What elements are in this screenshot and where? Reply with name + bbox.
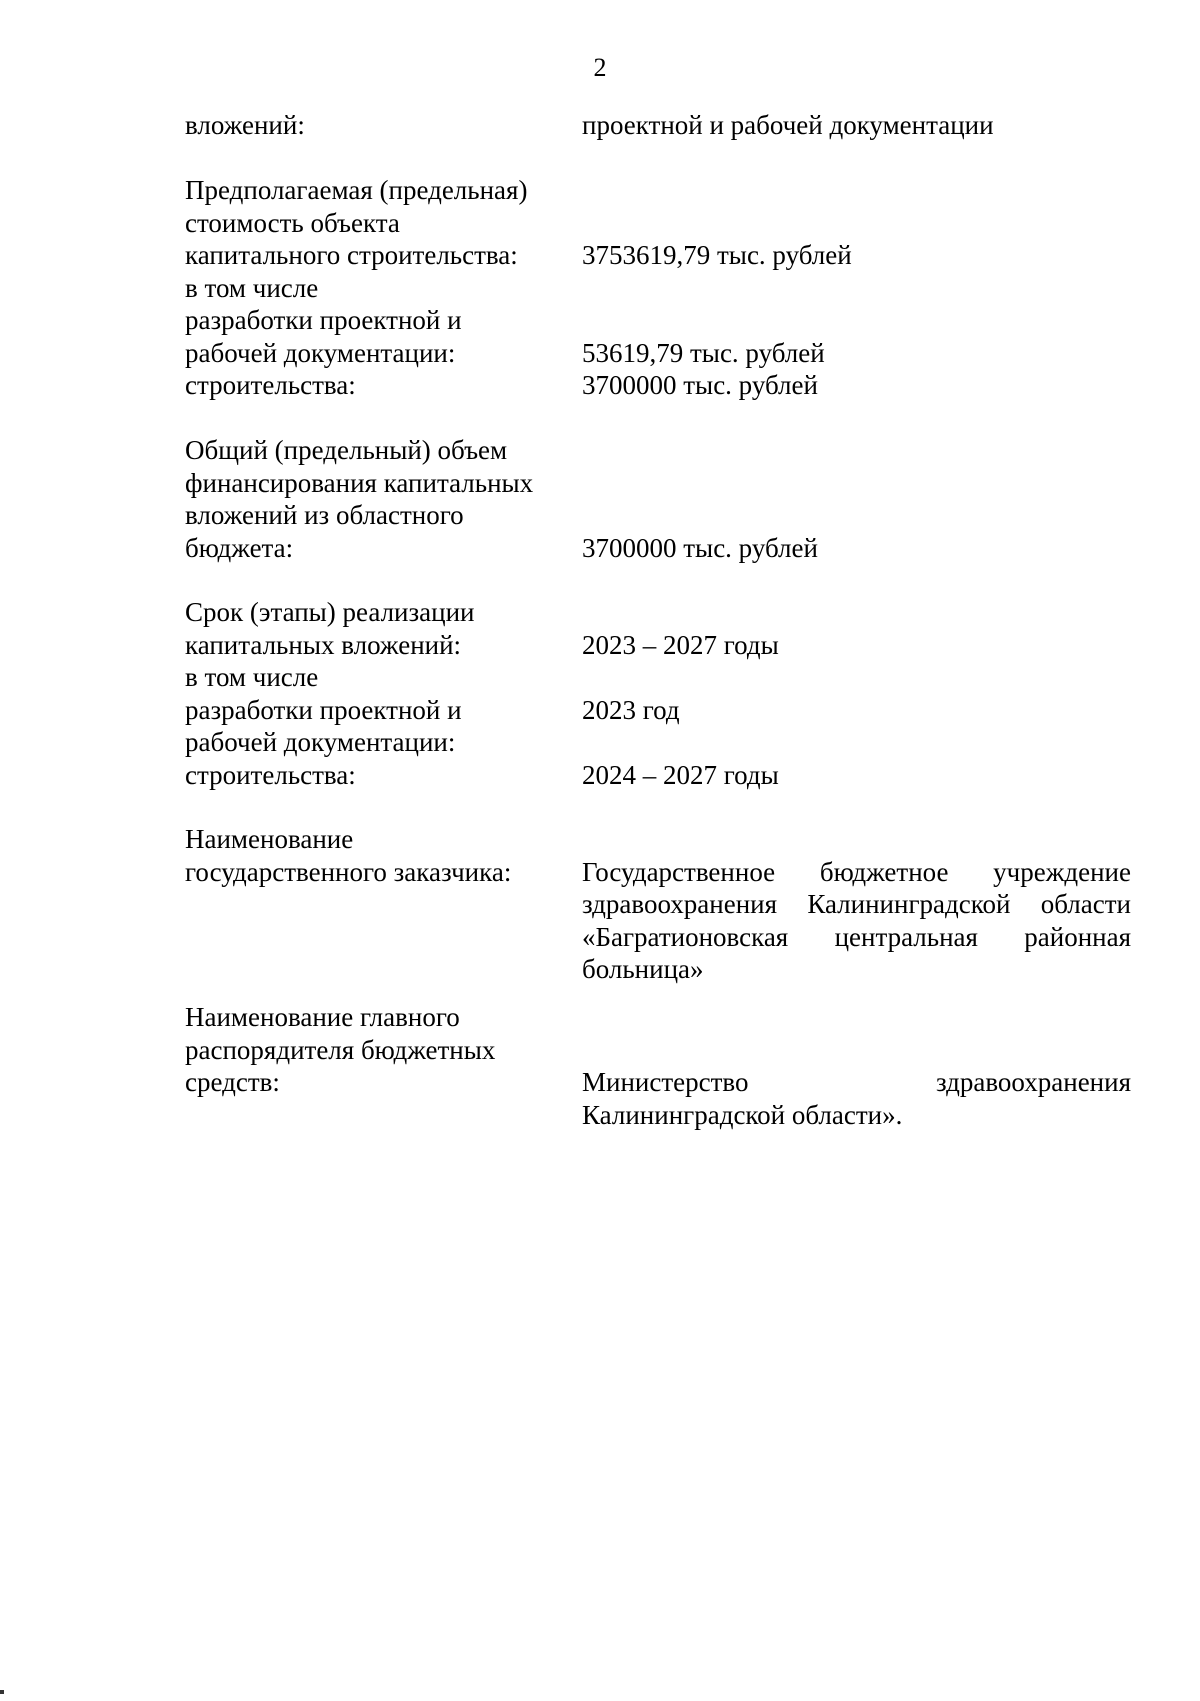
label-customer-line: государственного заказчика:: [185, 856, 512, 887]
label-administrator-line: средств:: [185, 1067, 280, 1097]
value-customer-line: [582, 921, 1131, 954]
customer-word: «Багратионовская: [582, 921, 789, 952]
customer-word: Калининградской: [807, 889, 1011, 919]
label-administrator-line: распорядителя бюджетных: [185, 1034, 496, 1065]
label-financing-line: Общий (предельный) объем: [185, 435, 508, 465]
value-customer-last: больница»: [582, 954, 704, 984]
customer-word: учреждение: [993, 856, 1131, 887]
label-term-line: капитальных вложений:: [185, 629, 462, 660]
value-term-total: 2023 – 2027 годы: [582, 629, 779, 660]
label-term-line: рабочей документации:: [185, 727, 456, 757]
value-customer-line: [582, 888, 1131, 921]
value-financing: 3700000 тыс. рублей: [582, 532, 818, 563]
scan-speck: [0, 1690, 4, 1694]
value-cost-design: 53619,79 тыс. рублей: [582, 337, 825, 368]
label-investments-tail: вложений:: [185, 110, 305, 140]
label-financing-line: вложений из областного: [185, 500, 464, 530]
customer-word: бюджетное: [819, 856, 949, 887]
customer-word: центральная: [834, 921, 978, 952]
label-cost-line: стоимость объекта: [185, 207, 400, 238]
value-term-design: 2023 год: [582, 694, 680, 725]
value-investments-tail: проектной и рабочей документации: [582, 110, 994, 140]
administrator-word: Министерство: [582, 1067, 749, 1097]
value-cost-total: 3753619,79 тыс. рублей: [582, 240, 852, 270]
label-administrator-line: Наименование главного: [185, 1002, 460, 1032]
label-financing-line: бюджета:: [185, 532, 294, 563]
label-term-line: строительства:: [185, 759, 356, 790]
label-cost-line: рабочей документации:: [185, 337, 456, 368]
customer-word: районная: [1024, 921, 1131, 952]
value-administrator-line: [582, 1066, 1131, 1099]
label-cost-line: строительства:: [185, 370, 356, 400]
label-cost-line: разработки проектной и: [185, 305, 462, 335]
value-administrator-last: Калининградской области».: [582, 1099, 903, 1130]
label-cost-line: Предполагаемая (предельная): [185, 175, 528, 205]
label-customer-line: Наименование: [185, 824, 354, 854]
value-customer-line: [582, 856, 1131, 889]
customer-word: Государственное: [582, 856, 776, 887]
value-term-construction: 2024 – 2027 годы: [582, 759, 779, 790]
value-cost-construction: 3700000 тыс. рублей: [582, 370, 818, 400]
label-term-line: в том числе: [185, 662, 319, 692]
customer-word: здравоохранения: [582, 889, 778, 919]
administrator-word: здравоохранения: [935, 1067, 1131, 1097]
label-cost-line: капитального строительства:: [185, 240, 518, 270]
label-term-line: разработки проектной и: [185, 694, 462, 725]
label-financing-line: финансирования капитальных: [185, 467, 534, 498]
label-cost-line: в том числе: [185, 272, 319, 303]
customer-word: области: [1040, 889, 1131, 919]
label-term-line: Срок (этапы) реализации: [185, 597, 475, 627]
page-number: 2: [593, 53, 607, 82]
